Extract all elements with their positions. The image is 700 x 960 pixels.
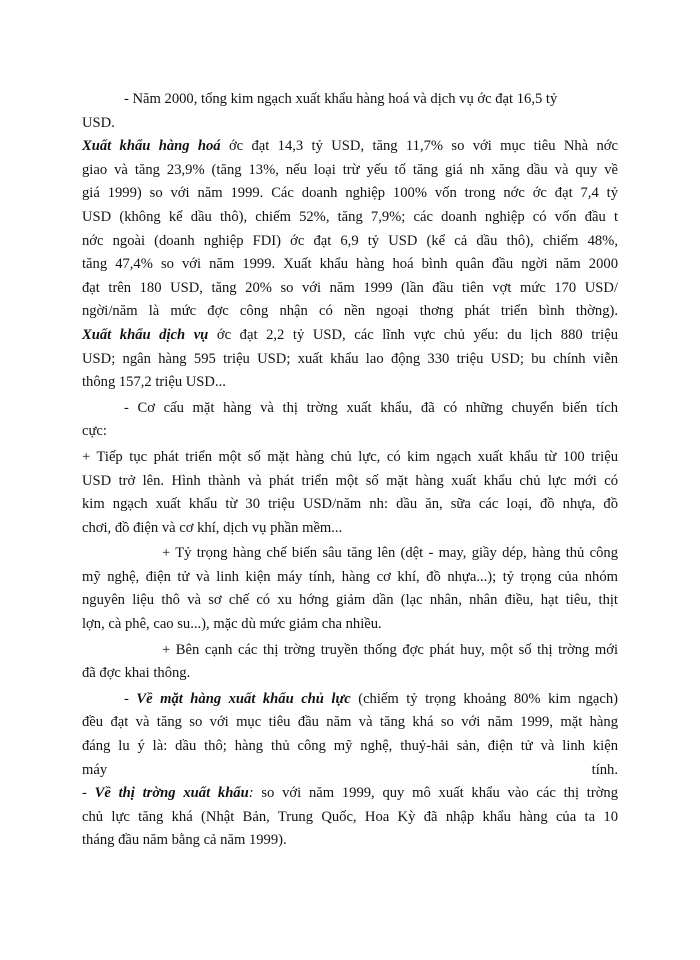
paragraph-line: + Tiếp tục phát triển một số mặt hàng chủ lực, có kim ngạch xuất khẩu từ 100 triệu <box>82 448 618 465</box>
text-run: - <box>82 785 95 802</box>
paragraph-line: + Tỷ trọng hàng chế biến sâu tăng lên (dệt - may, giầy dép, hàng thủ công <box>162 545 618 562</box>
paragraph-line: lợn, cà phê, cao su...), mặc dù mức giảm cha nhiều. <box>82 616 382 633</box>
bold-italic-heading: Xuất khẩu dịch vụ <box>82 326 209 343</box>
paragraph-line <box>82 135 618 159</box>
paragraph-line: chơi, đồ điện và cơ khí, dịch vụ phần mềm... <box>82 519 343 536</box>
paragraph-line: đáng lu ý là: dầu thô; hàng thủ công mỹ nghệ, thuỷ-hải sản, điện tử và linh kiện <box>82 738 618 755</box>
paragraph-line: nớc ngoài (doanh nghiệp FDI) ớc đạt 6,9 tỷ USD (kể cả dầu thô), chiếm 48%, <box>82 232 618 249</box>
bold-italic-heading: Xuất khẩu hàng hoá <box>82 138 221 155</box>
paragraph-line: thông 157,2 triệu USD... <box>82 374 226 391</box>
paragraph-line: giá 1999) so với năm 1999. Các doanh nghiệp 100% vốn trong nớc ớc đạt 7,4 tỷ <box>82 185 618 202</box>
paragraph-line: tháng đầu năm bằng cả năm 1999). <box>82 832 287 849</box>
text-run: : <box>248 785 254 802</box>
paragraph-line: mỹ nghệ, điện tử và linh kiện máy tính, hàng cơ khí, đồ nhựa...); tỷ trọng của nhóm <box>82 568 618 585</box>
bold-italic-heading: Về thị trờng xuất khẩu <box>94 785 249 802</box>
text-run: máy <box>82 761 108 778</box>
paragraph-line: kim ngạch xuất khẩu từ 30 triệu USD/năm nh: dầu ăn, sữa các loại, đồ nhựa, đồ <box>82 496 618 513</box>
bold-italic-heading: Về mặt hàng xuất khẩu chủ lực <box>136 690 351 707</box>
paragraph-line: USD; ngân hàng 595 triệu USD; xuất khẩu lao động 330 triệu USD; bu chính viễn <box>82 350 618 367</box>
paragraph-line: USD. <box>82 114 115 131</box>
paragraph-line: ngời/năm là mức đợc công nhận có nền ngoại thơng phát triển bình thờng). <box>82 303 618 320</box>
text-run: ớc đạt 2,2 tỷ USD, các lĩnh vực chủ yếu: du lịch 880 triệu <box>208 326 619 343</box>
paragraph-line: USD (không kể dầu thô), chiếm 52%, tăng 7,9%; các doanh nghiệp có vốn đầu t <box>82 208 618 225</box>
text-run: (chiếm tỷ trọng khoảng 80% kim ngạch) <box>350 690 618 707</box>
paragraph-line: đều đạt và tăng so với mục tiêu đầu năm và tăng khá so với năm 1999, mặt hàng <box>82 714 618 731</box>
paragraph-line: - Cơ cấu mặt hàng và thị trờng xuất khẩu, đã có những chuyển biến tích <box>124 399 618 416</box>
paragraph-line: đạt trên 180 USD, tăng 20% so với năm 1999 (lần đầu tiên vợt mức 170 USD/ <box>82 279 618 296</box>
paragraph-line <box>82 759 618 783</box>
paragraph-line <box>82 324 618 348</box>
paragraph-line <box>82 782 618 806</box>
paragraph-line: tăng 47,4% so với năm 1999. Xuất khẩu hàng hoá bình quân đầu ngời năm 2000 <box>82 256 618 273</box>
paragraph-line: - Năm 2000, tổng kim ngạch xuất khẩu hàng hoá và dịch vụ ớc đạt 16,5 tỷ <box>124 91 558 107</box>
paragraph-line: USD trở lên. Hình thành và phát triển một số mặt hàng xuất khẩu chủ lực mới có <box>82 472 618 489</box>
paragraph-line <box>82 688 618 712</box>
text-run: so với năm 1999, quy mô xuất khẩu vào các thị trờng <box>253 785 618 802</box>
text-run: tính. <box>591 761 618 778</box>
paragraph-line: nguyên liệu thô và sơ chế có xu hớng giảm dần (lạc nhân, nhân điều, hạt tiêu, thịt <box>82 592 618 609</box>
paragraph-line: + Bên cạnh các thị trờng truyền thống đợc phát huy, một số thị trờng mới <box>162 641 618 658</box>
paragraph-line: cực: <box>82 423 107 440</box>
paragraph-line: chủ lực tăng khá (Nhật Bản, Trung Quốc, Hoa Kỳ đã nhập khẩu hàng của ta 10 <box>82 808 618 825</box>
text-run: ớc đạt 14,3 tỷ USD, tăng 11,7% so với mục tiêu Nhà nớc <box>220 138 618 155</box>
paragraph-line: đã đợc khai thông. <box>82 665 191 682</box>
text-run: - <box>124 690 137 707</box>
document-body <box>82 88 618 853</box>
paragraph-line: giao và tăng 23,9% (tăng 13%, nếu loại trừ yếu tố tăng giá nh xăng dầu và quy về <box>82 161 618 178</box>
